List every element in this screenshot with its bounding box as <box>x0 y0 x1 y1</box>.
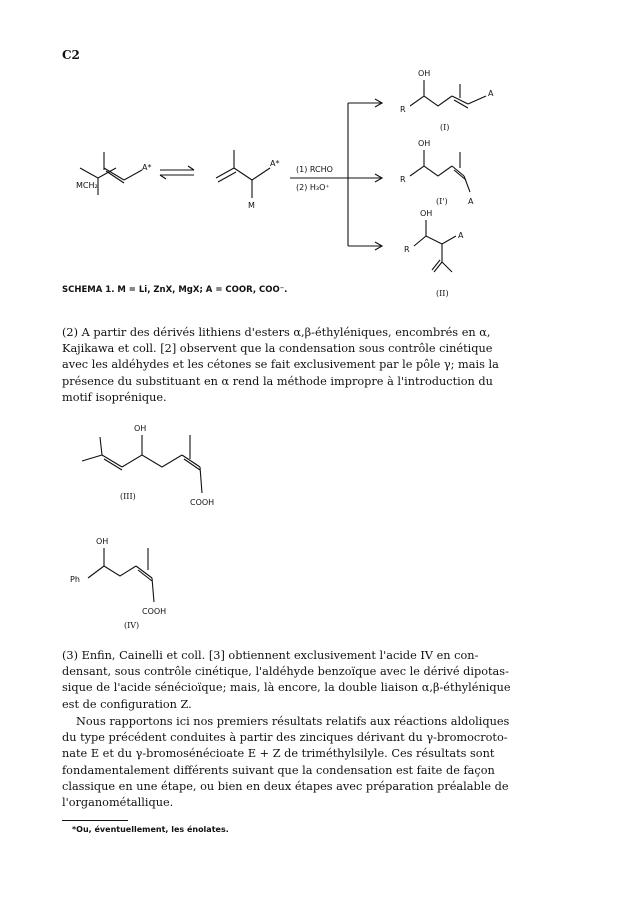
text-line: nate E et du γ-bromosénécioate E + Z de triméthylsilyle. Ces résultats sont <box>62 747 495 761</box>
product-II <box>404 209 464 298</box>
label-cooh-IV: COOH <box>142 607 167 616</box>
label-cooh-III: COOH <box>190 498 215 507</box>
label-ph-IV: Ph <box>70 575 80 584</box>
text-line: fondamentalement différents suivant que la condensation est faite de façon <box>62 763 495 777</box>
label-oh-I: OH <box>418 69 431 78</box>
product-label-Iprime: (I') <box>436 197 448 206</box>
product-label-II: (II) <box>436 289 449 298</box>
text-line: (2) A partir des dérivés lithiens d'esters α,β-éthyléniques, encombrés en α, <box>62 326 491 339</box>
label-a-star-2: A* <box>270 159 280 168</box>
footnote-rule <box>62 820 128 821</box>
compound-label-IV: (IV) <box>124 621 140 630</box>
text-line: classique en une étape, ou bien en deux étapes avec préparation préalable de <box>62 779 509 793</box>
text-line: présence du substituant en α rend la méthode impropre à l'introduction du <box>62 374 493 388</box>
text-line: motif isoprénique. <box>62 390 167 404</box>
text-line: Kajikawa et coll. [2] observent que la condensation sous contrôle cinétique <box>62 342 493 356</box>
label-a-Iprime: A <box>468 197 474 206</box>
text-line: (3) Enfin, Cainelli et coll. [3] obtiennent exclusivement l'acide IV en con- <box>62 649 479 662</box>
reagent-rchao: (1) RCHO <box>296 165 333 174</box>
label-r-II: R <box>404 245 410 254</box>
label-oh-II: OH <box>420 209 433 218</box>
paragraph-1 <box>62 325 564 406</box>
label-r-Iprime: R <box>400 175 406 184</box>
scheme-caption: SCHEMA 1. M = Li, ZnX, MgX; A = COOR, COO⁻. <box>62 285 288 295</box>
equilibrium-arrows <box>160 166 194 179</box>
compound-label-III: (III) <box>120 492 136 501</box>
label-oh-Iprime: OH <box>418 139 431 148</box>
paragraph-2 <box>62 648 564 713</box>
product-label-I: (I) <box>440 123 450 132</box>
starting-allyl-metal <box>76 152 151 195</box>
text-line: densant, sous contrôle cinétique, l'aldéhyde benzoïque avec le dérivé dipotas- <box>62 665 509 679</box>
text-line: l'organométallique. <box>62 796 174 810</box>
text-line: est de configuration Z. <box>62 697 192 711</box>
label-a-II: A <box>458 231 464 240</box>
label-r-I: R <box>400 105 406 114</box>
label-a-star-1: A* <box>142 163 152 172</box>
label-a-I: A <box>488 89 494 98</box>
text-line: avec les aldéhydes et les cétones se fait exclusivement par le pôle γ; mais la <box>62 358 499 372</box>
text-line: sique de l'acide sénécioïque; mais, là encore, la double liaison α,β-éthylénique <box>62 681 511 695</box>
text-line: Nous rapportons ici nos premiers résultats relatifs aux réactions aldoliques <box>76 715 510 728</box>
compound-III-structure <box>0 415 624 515</box>
compound-IV-structure <box>0 530 624 640</box>
reaction-scheme <box>0 0 624 300</box>
label-oh-IV: OH <box>96 537 109 546</box>
label-m: M <box>248 201 255 210</box>
product-I <box>400 69 494 132</box>
reagent-h3o: (2) H₃O⁺ <box>296 183 330 192</box>
product-I-prime <box>400 139 474 206</box>
page-label: C2 <box>62 48 80 62</box>
paragraph-3 <box>62 714 564 811</box>
label-oh-III: OH <box>134 424 147 433</box>
text-line: du type précédent conduites à partir des zinciques dérivant du γ-bromocroto- <box>62 731 508 745</box>
footnote: *Ou, éventuellement, les énolates. <box>72 825 229 834</box>
metallated-intermediate <box>216 150 279 210</box>
label-mch2: MCH₂ <box>76 181 98 190</box>
